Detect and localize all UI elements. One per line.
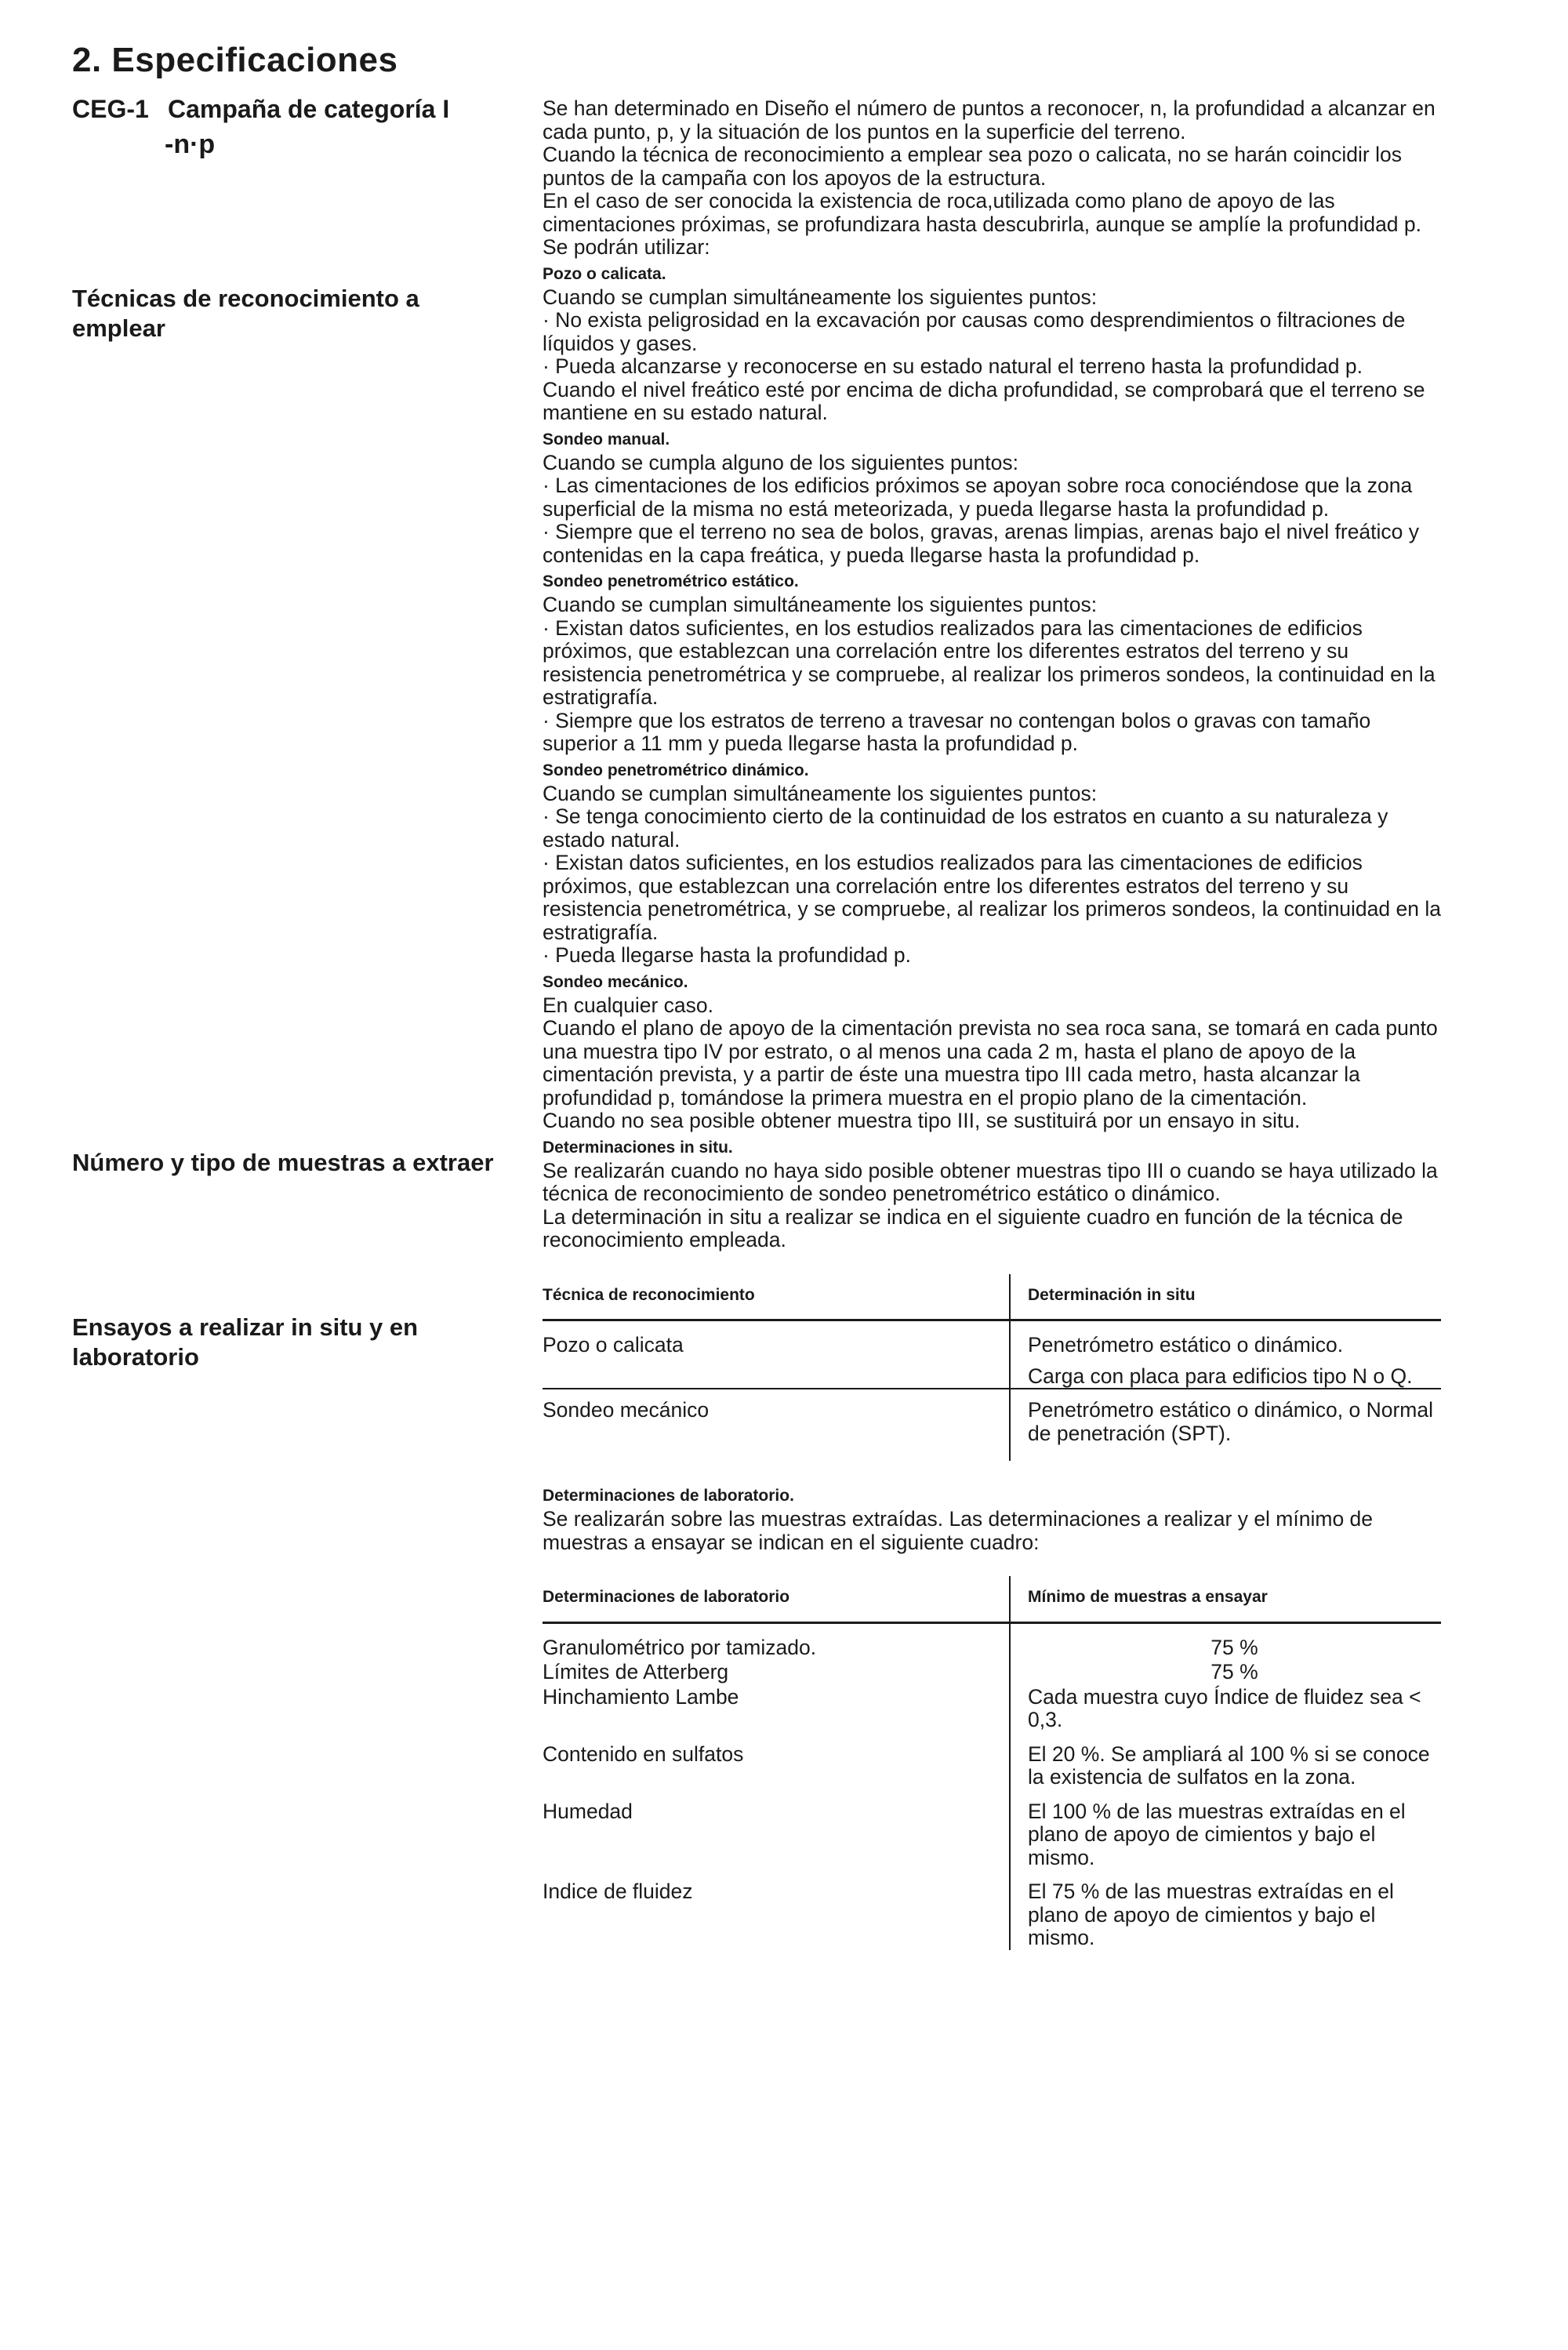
estatico-line: Cuando se cumplan simultáneamente los siguientes puntos: xyxy=(543,593,1098,616)
lab-table xyxy=(543,1576,1441,1950)
table-row xyxy=(543,1659,1441,1684)
techniques-heading: Técnicas de reconocimiento a emplear xyxy=(72,285,419,342)
table-cell xyxy=(1010,1320,1441,1389)
table-row xyxy=(543,1622,1441,1659)
table-cell: El 20 %. Se ampliará al 100 % si se conoce la existencia de sulfatos en la zona. xyxy=(1010,1732,1441,1789)
table-cell: Límites de Atterberg xyxy=(543,1660,729,1684)
campaign-line xyxy=(72,93,543,125)
table-header: Mínimo de muestras a ensayar xyxy=(1010,1576,1441,1622)
mecanico-heading: Sondeo mecánico. xyxy=(543,972,688,991)
intro-paragraph: Se podrán utilizar: xyxy=(543,235,710,259)
page-title: 2. Especificaciones xyxy=(72,41,398,79)
campaign-code: CEG-1 xyxy=(72,95,149,123)
determination-item: Penetrómetro estático o dinámico. xyxy=(1028,1333,1344,1357)
estatico-heading: Sondeo penetrométrico estático. xyxy=(543,572,799,590)
determination-item: Penetrómetro estático o dinámico, o Normal de penetración (SPT). xyxy=(1028,1398,1433,1445)
samples-paragraph: Cuando no sea posible obtener muestra tipo III, se sustituirá por un ensayo in situ. xyxy=(543,1109,1301,1132)
table-cell: Contenido en sulfatos xyxy=(543,1742,744,1766)
table-header: Determinación in situ xyxy=(1010,1274,1441,1320)
campaign-name: Campaña de categoría I xyxy=(168,95,450,123)
specification-body xyxy=(543,97,1441,1950)
pozo-line: · No exista peligrosidad en la excavación por causas como desprendimientos o filtraciones de líquidos y gases. xyxy=(543,308,1406,355)
table-cell: El 75 % de las muestras extraídas en el plano de apoyo de cimientos y bajo el mismo. xyxy=(1010,1869,1441,1950)
dinamico-line: · Existan datos suficientes, en los estudios realizados para las cimentaciones de edificios próximos, que establezcan una correlación entre los diferentes estratos del terreno y su resistencia penetrométrica, y se compruebe, al realizar los primeros sondeos, la continuidad en la estratigrafía. xyxy=(543,851,1441,944)
table-row xyxy=(543,1789,1441,1870)
estatico-line: · Siempre que los estratos de terreno a travesar no contengan bolos o gravas con tamaño superior a 11 mm y pueda llegarse hasta la profundidad p. xyxy=(543,708,1371,755)
insitu-heading: Determinaciones in situ. xyxy=(543,1138,733,1157)
samples-paragraph: Cuando el plano de apoyo de la cimentación prevista no sea roca sana, se tomará en cada punto una muestra tipo IV por estrato, o al menos una cada 2 m, hasta el plano de apoyo de la cimentación prevista, y a partir de éste una muestra tipo III cada metro, hasta alcanzar la profundidad p, tomándose la primera muestra en el propio plano de la cimentación. xyxy=(543,1016,1438,1110)
dinamico-line: · Pueda llegarse hasta la profundidad p. xyxy=(543,943,911,967)
table-cell: 75 % xyxy=(1010,1659,1441,1684)
tests-heading: Ensayos a realizar in situ y en laboratorio xyxy=(72,1313,419,1371)
manual-heading: Sondeo manual. xyxy=(543,430,670,449)
dinamico-line: Cuando se cumplan simultáneamente los siguientes puntos: xyxy=(543,781,1098,805)
samples-heading: Número y tipo de muestras a extraer xyxy=(72,1149,494,1176)
table-cell: Granulométrico por tamizado. xyxy=(543,1635,817,1659)
determination-item: Carga con placa para edificios tipo N o Q. xyxy=(1028,1364,1413,1388)
lab-line: Se realizarán sobre las muestras extraídas. Las determinaciones a realizar y el mínimo de muestras a ensayar se indican en el siguiente cuadro: xyxy=(543,1507,1374,1554)
table-row xyxy=(543,1320,1441,1389)
table-header: Determinaciones de laboratorio xyxy=(543,1576,1010,1622)
table-cell: Humedad xyxy=(543,1799,633,1823)
table-row xyxy=(543,1732,1441,1789)
table-header: Técnica de reconocimiento xyxy=(543,1274,1010,1320)
table-cell: 75 % xyxy=(1010,1622,1441,1659)
table-cell: Hinchamiento Lambe xyxy=(543,1684,739,1709)
intro-paragraph: Cuando la técnica de reconocimiento a emplear sea pozo o calicata, no se harán coincidir los puntos de la campaña con los apoyos de la estructura. xyxy=(543,143,1402,190)
insitu-line: Se realizarán cuando no haya sido posible obtener muestras tipo III o cuando se haya utilizado la técnica de reconocimiento de sondeo penetrométrico estático o dinámico. xyxy=(543,1158,1438,1205)
pozo-line: · Pueda alcanzarse y reconocerse en su estado natural el terreno hasta la profundidad p. Cuando el nivel freático esté por encima de dicha profundidad, se comprobará que el terreno se mantiene en su estado natural. xyxy=(543,354,1425,424)
pozo-line: Cuando se cumplan simultáneamente los siguientes puntos: xyxy=(543,285,1098,309)
estatico-line: · Existan datos suficientes, en los estudios realizados para las cimentaciones de edificios próximos, que establezcan una correlación entre los diferentes estratos del terreno y su resistencia penetrométrica y se compruebe, al realizar los primeros sondeos, la continuidad en la estratigrafía. xyxy=(543,616,1436,709)
table-cell: Cada muestra cuyo Índice de fluidez sea < 0,3. xyxy=(1010,1684,1441,1732)
intro-paragraph: En el caso de ser conocida la existencia de roca,utilizada como plano de apoyo de las cimentaciones próximas, se profundizara hasta descubrirla, aunque se amplíe la profundidad p. xyxy=(543,189,1422,236)
insitu-table xyxy=(543,1274,1441,1462)
campaign-formula: -n·p xyxy=(165,129,216,159)
manual-line: · Las cimentaciones de los edificios próximos se apoyan sobre roca conociéndose que la zona superficial de la misma no está meteorizada, y pueda llegarse hasta la profundidad p. xyxy=(543,474,1413,521)
table-row xyxy=(543,1869,1441,1950)
dinamico-heading: Sondeo penetrométrico dinámico. xyxy=(543,761,809,779)
pozo-heading: Pozo o calicata. xyxy=(543,264,666,283)
table-row xyxy=(543,1684,1441,1732)
table-cell: El 100 % de las muestras extraídas en el plano de apoyo de cimientos y bajo el mismo. xyxy=(1010,1789,1441,1870)
table-cell xyxy=(1010,1389,1441,1461)
dinamico-line: · Se tenga conocimiento cierto de la continuidad de los estratos en cuanto a su naturaleza y estado natural. xyxy=(543,805,1388,852)
manual-line: · Siempre que el terreno no sea de bolos, gravas, arenas limpias, arenas bajo el nivel freático y contenidas en la capa freática, y pueda llegarse hasta la profundidad p. xyxy=(543,520,1420,567)
table-row xyxy=(543,1389,1441,1461)
lab-heading: Determinaciones de laboratorio. xyxy=(543,1487,794,1505)
table-cell: Sondeo mecánico xyxy=(543,1389,1010,1461)
manual-line: Cuando se cumpla alguno de los siguientes puntos: xyxy=(543,450,1018,474)
table-cell: Pozo o calicata xyxy=(543,1333,684,1357)
intro-paragraph: Se han determinado en Diseño el número de puntos a reconocer, n, la profundidad a alcanzar en cada punto, p, y la situación de los puntos en la superficie del terreno. xyxy=(543,96,1436,143)
table-cell: Indice de fluidez xyxy=(543,1880,693,1903)
insitu-line: La determinación in situ a realizar se indica en el siguiente cuadro en función de la técnica de reconocimiento empleada. xyxy=(543,1204,1403,1251)
mecanico-line: En cualquier caso. xyxy=(543,993,714,1017)
